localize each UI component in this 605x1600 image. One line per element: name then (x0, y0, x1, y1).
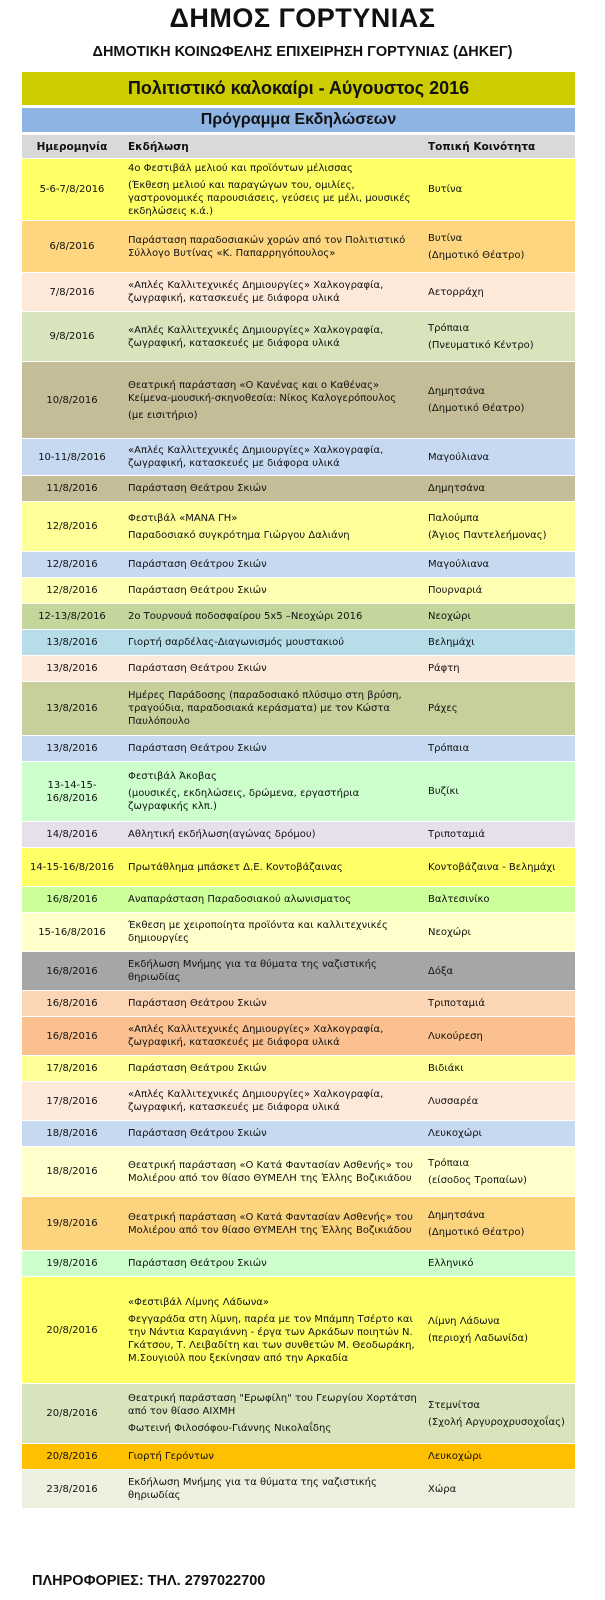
event-description (122, 682, 422, 735)
event-description (122, 1147, 422, 1196)
event-date: 20/8/2016 (46, 1324, 98, 1336)
event-description (122, 913, 422, 951)
table-row (22, 847, 575, 886)
event-text: (Έκθεση μελιού και παραγώγων του, ομιλίες, γαστρονομικές παρουσιάσεις, γεύσεις με μέλι, μουσικές εκδηλώσεις κ.ά.) (128, 179, 411, 217)
event-date: 16/8/2016 (46, 998, 98, 1009)
table-row (22, 1146, 575, 1196)
event-date: 13/8/2016 (46, 743, 98, 754)
community-text: Τριποταμιά (428, 829, 485, 840)
event-date: 23/8/2016 (46, 1483, 98, 1495)
event-text: Φεστιβάλ Άκοβας (128, 771, 217, 782)
table-row (22, 886, 575, 912)
event-text: Φεστιβάλ «ΜΑΝΑ ΓΗ» (128, 512, 238, 524)
table-row (22, 475, 575, 501)
community-text: Βιδιάκι (428, 1063, 464, 1074)
community-text: Βυτίνα (428, 184, 463, 195)
event-community (422, 656, 575, 681)
community-text: Τρόπαια (428, 743, 470, 754)
table-row (22, 1081, 575, 1120)
event-text: Έκθεση με χειροποίητα προϊόντα και καλλιτεχνικές δημιουργίες (128, 920, 388, 944)
event-text: Παράσταση Θεάτρου Σκιών (128, 483, 267, 494)
event-text: Θεατρική παράσταση "Ερωφίλη" του Γεωργίου Χορτάτση από τον θίασο ΑΙΧΜΗ (128, 1393, 417, 1417)
event-description (122, 630, 422, 655)
event-community (422, 1277, 575, 1383)
community-text: Λευκοχώρι (428, 1128, 482, 1139)
event-date: 5-6-7/8/2016 (39, 184, 105, 195)
community-text: Χώρα (428, 1483, 457, 1495)
table-row (22, 361, 575, 438)
page-subtitle: ΔΗΜΟΤΙΚΗ ΚΟΙΝΩΦΕΛΗΣ ΕΠΙΧΕΙΡΗΣΗ ΓΟΡΤΥΝΙΑΣ (ΔΗΚΕΓ) (92, 44, 513, 60)
event-description (122, 1384, 422, 1443)
table-row (22, 577, 575, 603)
community-text: Δημητσάνα (428, 1209, 486, 1221)
event-text: Παράσταση Θεάτρου Σκιών (128, 663, 267, 674)
event-description (122, 1444, 422, 1469)
event-description (122, 822, 422, 847)
event-date: 9/8/2016 (49, 331, 95, 342)
event-description (122, 552, 422, 577)
table-row (22, 158, 575, 220)
table-row (22, 1383, 575, 1443)
event-date: 14-15-16/8/2016 (30, 861, 114, 873)
event-community (422, 991, 575, 1016)
event-date: 13/8/2016 (46, 637, 98, 648)
event-community (422, 1251, 575, 1276)
program-heading: Πρόγραμμα Εκδηλώσεων (22, 108, 575, 132)
table-row (22, 311, 575, 361)
event-date: 11/8/2016 (46, 483, 98, 494)
community-text: Ράφτη (428, 663, 460, 674)
table-row (22, 681, 575, 735)
community-text: Λυσσαρέα (428, 1095, 479, 1107)
community-text: (Δημοτικό Θέατρο) (428, 1226, 525, 1238)
community-text: Αετορράχη (428, 286, 484, 298)
event-date: 15-16/8/2016 (38, 926, 106, 938)
event-text: (με εισιτήριο) (128, 409, 198, 421)
event-community (422, 362, 575, 438)
event-description (122, 362, 422, 438)
event-description (122, 736, 422, 761)
table-row (22, 1055, 575, 1081)
community-text: (περιοχή Λαδωνίδα) (428, 1333, 528, 1344)
table-row (22, 735, 575, 761)
table-row (22, 1443, 575, 1469)
event-description (122, 476, 422, 501)
event-text: Αθλητική εκδήλωση(αγώνας δρόμου) (128, 829, 316, 840)
table-row (22, 220, 575, 272)
table-row (22, 501, 575, 551)
event-date: 13-14-15-16/8/2016 (46, 779, 98, 804)
community-text: Πουρναριά (428, 585, 483, 596)
event-community (422, 736, 575, 761)
community-text: Λυκούρεση (428, 1030, 483, 1042)
event-text: «Απλές Καλλιτεχνικές Δημιουργίες» Χαλκογραφία, ζωγραφική, κατασκευές με διάφορα υλικά (128, 324, 384, 349)
community-text: Μαγούλιανα (428, 451, 490, 463)
table-row (22, 821, 575, 847)
event-text: «Απλές Καλλιτεχνικές Δημιουργίες» Χαλκογραφία, ζωγραφική, κατασκευές με διάφορα υλικά (128, 1024, 384, 1048)
event-date: 10-11/8/2016 (38, 451, 106, 463)
event-community (422, 1197, 575, 1250)
event-description (122, 1082, 422, 1120)
table-row (22, 1016, 575, 1055)
community-text: Ελληνικό (428, 1258, 474, 1269)
event-description (122, 656, 422, 681)
table-row (22, 551, 575, 577)
community-text: Δόξα (428, 965, 454, 977)
event-text: Αναπαράσταση Παραδοσιακού αλωνισματος (128, 894, 352, 905)
event-text: 2ο Τουρνουά ποδοσφαίρου 5x5 –Νεοχώρι 2016 (128, 611, 363, 622)
table-row (22, 1120, 575, 1146)
community-text: Λίμνη Λάδωνα (428, 1316, 500, 1327)
event-text: Φεγγαράδα στη λίμνη, παρέα με τον Μπάμπη Τσέρτο και την Νάντια Καραγιάννη - έργα των Αρκάδων ποιητών Ν. Γκάτσου, Τ. Λειβαδίτη και των συνθετών Μ. Θεοδωράκη, Μ.Σουγιούλ που ξεκίνησαν από την Αρκαδία (128, 1313, 415, 1364)
event-description (122, 848, 422, 886)
events-table (22, 135, 575, 1560)
event-community (422, 502, 575, 551)
event-community (422, 578, 575, 603)
event-date: 6/8/2016 (49, 241, 95, 252)
event-community (422, 762, 575, 821)
event-text: Παράσταση Θεάτρου Σκιών (128, 559, 267, 570)
event-description (122, 1121, 422, 1146)
event-date: 13/8/2016 (46, 663, 98, 674)
event-text: Παράσταση παραδοσιακών χορών από τον Πολιτιστικό Σύλλογο Βυτίνας «Κ. Παπαρρηγόπουλος» (128, 234, 406, 259)
event-text: Γιορτή Γερόντων (128, 1451, 214, 1462)
community-text: Ράχες (428, 703, 458, 714)
community-text: Στεμνίτσα (428, 1399, 481, 1411)
event-date: 13/8/2016 (46, 703, 98, 714)
event-community (422, 439, 575, 475)
event-text: «Φεστιβάλ Λίμνης Λάδωνα» (128, 1296, 269, 1308)
event-community (422, 913, 575, 951)
event-community (422, 1082, 575, 1120)
community-text: Βελημάχι (428, 637, 475, 648)
event-community (422, 1056, 575, 1081)
table-row (22, 603, 575, 629)
event-community (422, 1017, 575, 1055)
event-description (122, 887, 422, 912)
column-header-community: Τοπική Κοινότητα (428, 140, 536, 153)
event-text: Παράσταση Θεάτρου Σκιών (128, 1128, 267, 1139)
event-community (422, 1147, 575, 1196)
event-text: «Απλές Καλλιτεχνικές Δημιουργίες» Χαλκογραφία, ζωγραφική, κατασκευές με διάφορα υλικά (128, 1089, 384, 1113)
community-text: Παλούμπα (428, 512, 479, 524)
event-text: Θεατρική παράσταση «Ο Κανένας και ο Καθένας» Κείμενα-μουσική-σκηνοθεσία: Νίκος Καλογερόπουλος (128, 379, 397, 404)
community-text: Μαγούλιανα (428, 559, 490, 570)
event-text: Παράσταση Θεάτρου Σκιών (128, 998, 267, 1009)
event-description (122, 221, 422, 272)
event-date: 16/8/2016 (46, 965, 98, 977)
community-text: (Σχολή Αργυροχρυσοχοΐας) (428, 1416, 565, 1428)
event-date: 19/8/2016 (46, 1258, 98, 1269)
table-row (22, 1276, 575, 1383)
event-text: Εκδήλωση Μνήμης για τα θύματα της ναζιστικής θηριωδίας (128, 959, 377, 983)
event-community (422, 952, 575, 990)
event-community (422, 682, 575, 735)
event-community (422, 159, 575, 220)
event-date: 19/8/2016 (46, 1218, 98, 1229)
event-text: «Απλές Καλλιτεχνικές Δημιουργίες» Χαλκογραφία, ζωγραφική, κατασκευές με διάφορα υλικά (128, 445, 384, 469)
event-description (122, 1251, 422, 1276)
event-text: Παράσταση Θεάτρου Σκιών (128, 743, 267, 754)
table-row (22, 990, 575, 1016)
table-row (22, 951, 575, 990)
event-community (422, 848, 575, 886)
event-date: 20/8/2016 (46, 1451, 98, 1462)
event-community (422, 630, 575, 655)
event-text: «Απλές Καλλιτεχνικές Δημιουργίες» Χαλκογραφία, ζωγραφική, κατασκευές με διάφορα υλικά (128, 280, 384, 304)
table-row (22, 912, 575, 951)
event-description (122, 762, 422, 821)
community-text: Βαλτεσινίκο (428, 894, 490, 905)
column-header-event: Εκδήλωση (128, 140, 189, 153)
table-row (22, 629, 575, 655)
event-date: 12-13/8/2016 (38, 611, 106, 622)
table-row (22, 272, 575, 311)
contact-info: ΠΛΗΡΟΦΟΡΙΕΣ: ΤΗΛ. 2797022700 (32, 1573, 266, 1589)
event-text: Ημέρες Παράδοσης (παραδοσιακό πλύσιμο στη βρύση, τραγούδια, παραδοσιακά κεράσματα) με τον Κώστα Παυλόπουλο (128, 690, 402, 727)
event-date: 10/8/2016 (46, 394, 98, 406)
event-text: Γιορτή σαρδέλας-Διαγωνισμός μουστακιού (128, 637, 345, 648)
community-text: (Δημοτικό Θέατρο) (428, 249, 525, 261)
community-text: Βυτίνα (428, 232, 463, 244)
table-row (22, 1196, 575, 1250)
table-row (22, 438, 575, 475)
event-text: 4ο Φεστιβάλ μελιού και προϊόντων μέλισσας (128, 162, 353, 174)
event-description (122, 1277, 422, 1383)
season-banner: Πολιτιστικό καλοκαίρι - Αύγουστος 2016 (22, 72, 575, 105)
community-text: Δημητσάνα (428, 483, 486, 494)
event-community (422, 604, 575, 629)
event-community (422, 476, 575, 501)
community-text: Βυζίκι (428, 786, 459, 797)
event-date: 12/8/2016 (46, 521, 98, 532)
event-date: 12/8/2016 (46, 559, 98, 570)
event-description (122, 1470, 422, 1508)
event-community (422, 312, 575, 361)
event-description (122, 159, 422, 220)
event-text: (μουσικές, εκδηλώσεις, δρώμενα, εργαστήρια ζωγραφικής κλπ.) (128, 788, 360, 812)
event-description (122, 502, 422, 551)
community-text: (Πνευματικό Κέντρο) (428, 339, 534, 351)
event-description (122, 439, 422, 475)
event-text: Παράσταση Θεάτρου Σκιών (128, 1063, 267, 1074)
community-text: Κοντοβάζαινα - Βελημάχι (428, 861, 556, 873)
event-text: Εκδήλωση Μνήμης για τα θύματα της ναζιστικής θηριωδίας (128, 1477, 377, 1501)
event-date: 7/8/2016 (49, 286, 95, 298)
event-text: Παράσταση Θεάτρου Σκιών (128, 585, 267, 596)
table-header (22, 135, 575, 158)
event-description (122, 991, 422, 1016)
community-text: Τρόπαια (428, 322, 470, 334)
event-date: 17/8/2016 (46, 1095, 98, 1107)
event-community (422, 1444, 575, 1469)
event-text: Πρωτάθλημα μπάσκετ Δ.Ε. Κοντοβάζαινας (128, 861, 343, 873)
community-text: Λευκοχώρι (428, 1451, 482, 1462)
table-row (22, 1250, 575, 1276)
event-description (122, 1056, 422, 1081)
event-community (422, 221, 575, 272)
column-header-date: Ημερομηνία (36, 140, 108, 153)
event-community (422, 552, 575, 577)
event-description (122, 952, 422, 990)
community-text: (Δημοτικό Θέατρο) (428, 403, 525, 414)
event-date: 14/8/2016 (46, 829, 98, 840)
table-row (22, 761, 575, 821)
event-date: 18/8/2016 (46, 1166, 98, 1177)
table-row (22, 655, 575, 681)
event-community (422, 887, 575, 912)
event-description (122, 312, 422, 361)
event-text: Παραδοσιακό συγκρότημα Γιώργου Δαλιάνη (128, 529, 350, 541)
community-text: (Άγιος Παντελεήμονας) (428, 529, 547, 541)
community-text: Νεοχώρι (428, 926, 471, 938)
community-text: Τριποταμιά (428, 998, 485, 1009)
event-description (122, 273, 422, 311)
event-community (422, 822, 575, 847)
event-text: Θεατρική παράσταση «Ο Κατά Φαντασίαν Ασθενής» του Μολιέρου από τον θίασο ΘΥΜΕΛΗ της Έλλης Βοζικιάδου (128, 1211, 413, 1236)
event-text: Φωτεινή Φιλοσόφου-Γιάννης Νικολαΐδης (128, 1423, 332, 1434)
event-community (422, 1470, 575, 1508)
event-description (122, 578, 422, 603)
page-title: ΔΗΜΟΣ ΓΟΡΤΥΝΙΑΣ (169, 3, 436, 33)
event-date: 12/8/2016 (46, 585, 98, 596)
event-date: 17/8/2016 (46, 1063, 98, 1074)
event-text: Θεατρική παράσταση «Ο Κατά Φαντασίαν Ασθενής» του Μολιέρου από τον θίασο ΘΥΜΕΛΗ της Έλλης Βοζικιάδου (128, 1159, 413, 1184)
event-date: 16/8/2016 (46, 1030, 98, 1042)
event-date: 20/8/2016 (46, 1408, 98, 1419)
event-description (122, 1017, 422, 1055)
community-text: Τρόπαια (428, 1157, 470, 1169)
event-date: 18/8/2016 (46, 1128, 98, 1139)
event-community (422, 1121, 575, 1146)
event-description (122, 1197, 422, 1250)
community-text: Δημητσάνα (428, 386, 486, 397)
event-community (422, 1384, 575, 1443)
table-row (22, 1469, 575, 1508)
community-text: Νεοχώρι (428, 611, 471, 622)
community-text: (είσοδος Τροπαίων) (428, 1174, 527, 1186)
event-text: Παράσταση Θεάτρου Σκιών (128, 1258, 267, 1269)
event-description (122, 604, 422, 629)
event-date: 16/8/2016 (46, 894, 98, 905)
event-community (422, 273, 575, 311)
